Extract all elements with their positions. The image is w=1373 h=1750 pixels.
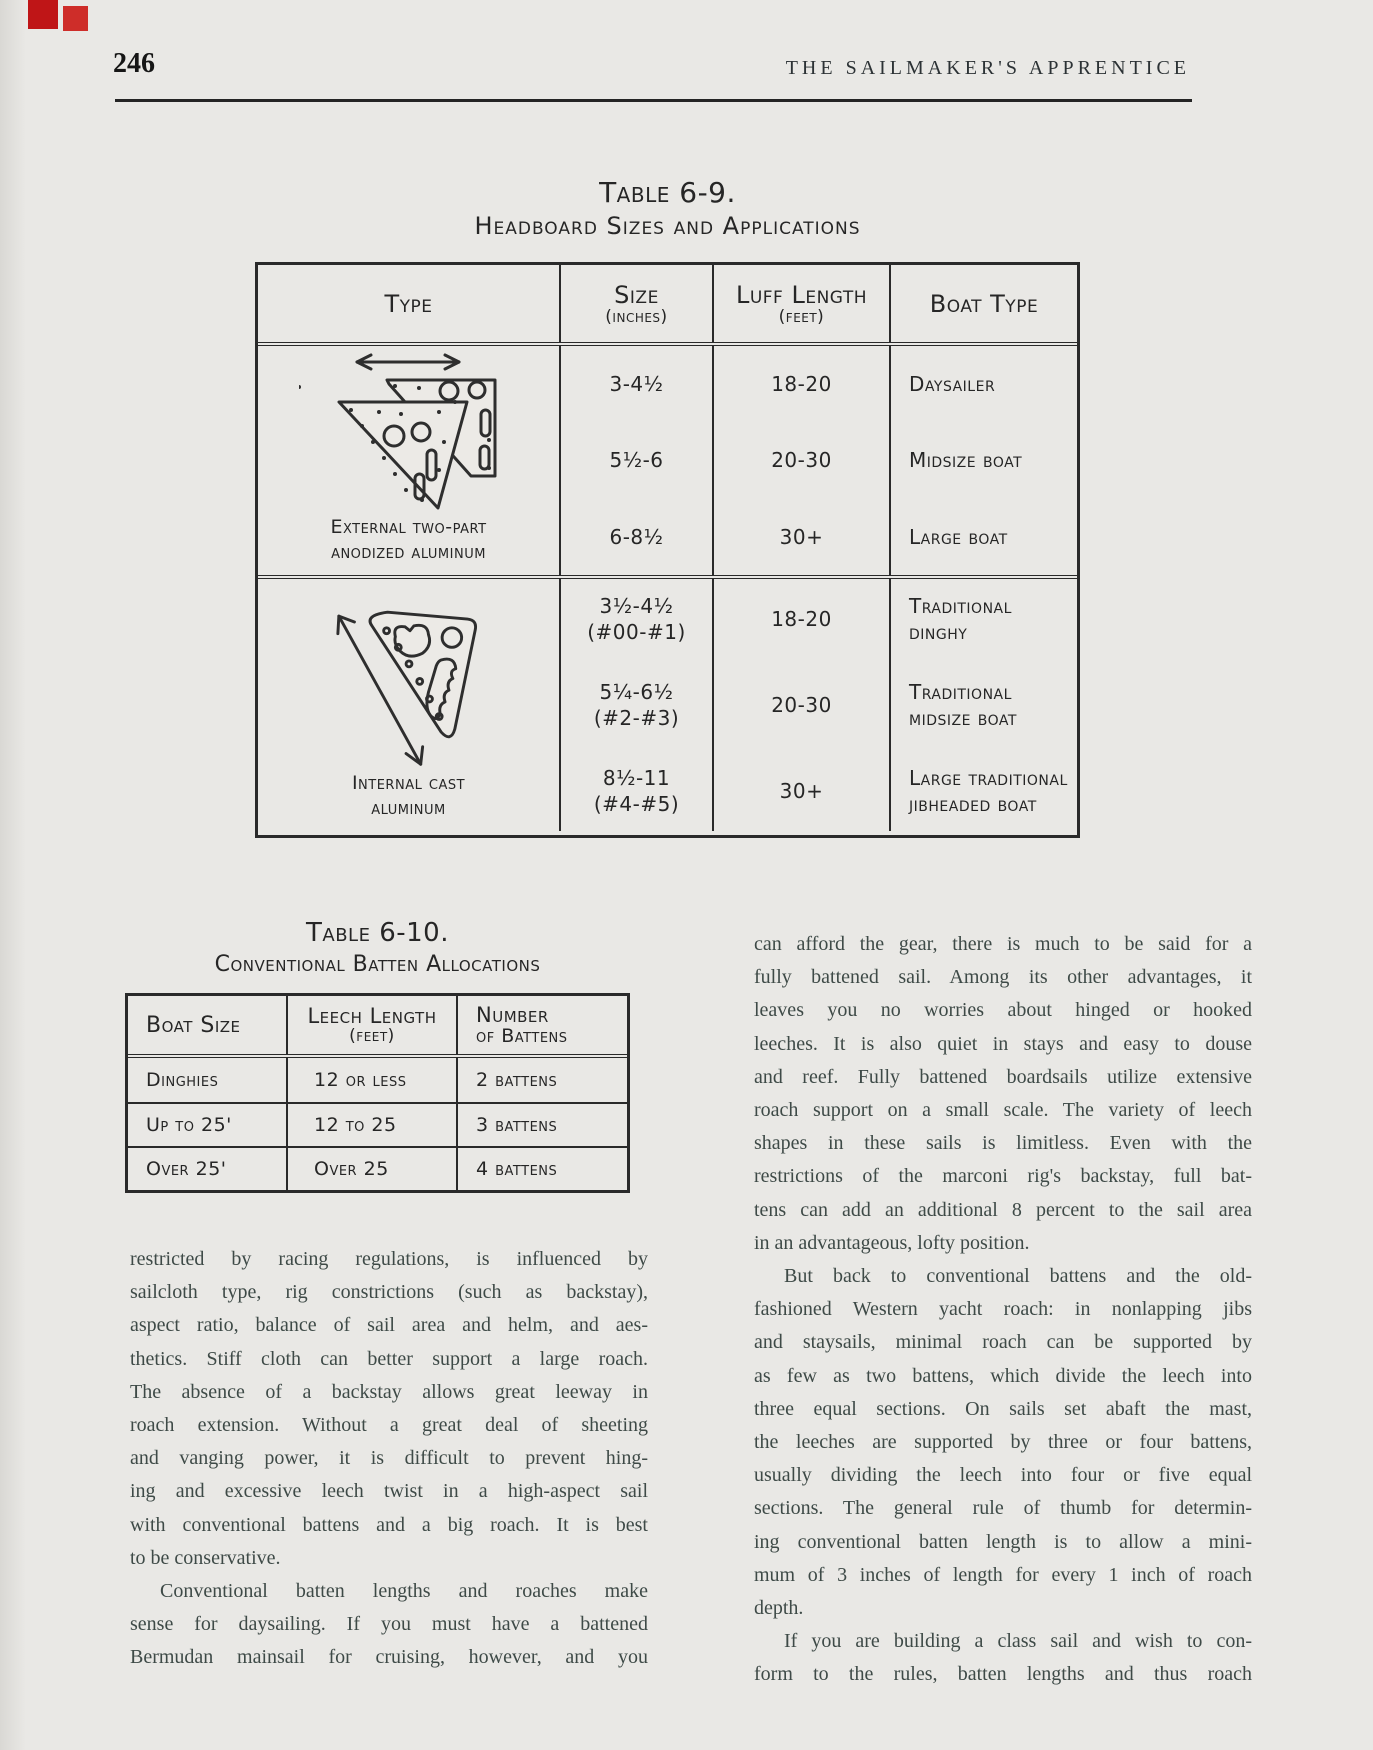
luff-length-cell bbox=[714, 579, 891, 831]
body-text-line: Conventional batten lengths and roaches make bbox=[160, 1580, 648, 1603]
table-cell: Over 25 bbox=[288, 1148, 458, 1190]
size-entry bbox=[561, 346, 712, 422]
body-text-line: thetics. Stiff cloth can better support a large roach. bbox=[130, 1347, 648, 1370]
boat-type-value: jibheaded boat bbox=[909, 792, 1037, 816]
boat-entry bbox=[891, 659, 1077, 751]
column-header-boat-type bbox=[891, 265, 1077, 342]
column-header-type bbox=[258, 265, 561, 342]
table-cell: Over 25' bbox=[128, 1148, 288, 1190]
type-label bbox=[258, 515, 559, 565]
type-label bbox=[258, 771, 559, 821]
table-cell: Up to 25' bbox=[128, 1104, 288, 1146]
table-6-10-caption: Table 6-10. bbox=[306, 918, 449, 948]
type-cell bbox=[258, 346, 561, 575]
size-value: (#2-#3) bbox=[593, 706, 680, 730]
size-value: 3-4½ bbox=[609, 372, 664, 397]
column-header-label: Size bbox=[614, 280, 659, 309]
boat-type-value: midsize boat bbox=[909, 706, 1017, 730]
table-6-10-body bbox=[128, 1058, 627, 1190]
boat-entry bbox=[891, 422, 1077, 498]
boat-type-value: Large boat bbox=[909, 524, 1008, 549]
body-text-line: roach extension. Without a great deal of sheeting bbox=[130, 1414, 648, 1437]
size-value: 3½-4½ bbox=[599, 594, 674, 618]
body-text-line: with conventional battens and a big roach. It is best bbox=[130, 1513, 648, 1536]
running-title: THE SAILMAKER'S APPRENTICE bbox=[785, 57, 1190, 79]
size-cell bbox=[561, 579, 714, 831]
column-header-number-of-battens bbox=[458, 996, 627, 1054]
table-6-10 bbox=[125, 993, 630, 1193]
size-cell bbox=[561, 346, 714, 575]
page-number: 246 bbox=[113, 48, 155, 79]
body-text-line: form to the rules, batten lengths and thus roach bbox=[754, 1663, 1252, 1686]
table-row bbox=[128, 1058, 627, 1102]
column-header-sub: (feet) bbox=[349, 1026, 395, 1046]
body-text-line: But back to conventional battens and the old- bbox=[784, 1265, 1252, 1288]
luff-length-value: 20-30 bbox=[771, 448, 832, 473]
luff-length-value: 20-30 bbox=[771, 693, 832, 717]
type-label-line: External two-part bbox=[330, 516, 487, 538]
boat-type-cell bbox=[891, 579, 1077, 831]
luff-entry bbox=[714, 499, 889, 575]
table-6-9-header-row bbox=[258, 265, 1077, 346]
column-header-sub: of Battens bbox=[476, 1025, 568, 1047]
sketch-wrap bbox=[258, 579, 559, 773]
luff-entry bbox=[714, 751, 889, 831]
luff-entry bbox=[714, 579, 889, 659]
body-text-line: can afford the gear, there is much to be said for a bbox=[754, 933, 1252, 955]
boat-type-value: Traditional bbox=[909, 594, 1012, 618]
body-text-line: the leeches are supported by three or four battens, bbox=[754, 1431, 1252, 1454]
body-text-line: shapes in these sails is limitless. Even with the bbox=[754, 1132, 1252, 1155]
table-cell: 3 battens bbox=[476, 1114, 558, 1136]
size-value: (#00-#1) bbox=[587, 620, 686, 644]
luff-entry bbox=[714, 422, 889, 498]
paragraph bbox=[130, 1575, 648, 1675]
body-text-line: mum of 3 inches of length for every 1 inch of roach bbox=[754, 1563, 1252, 1586]
column-header-label: Type bbox=[384, 289, 433, 318]
red-tab-mark bbox=[63, 6, 88, 31]
table-6-9-caption: Table 6-9. bbox=[599, 176, 736, 209]
size-entry bbox=[561, 422, 712, 498]
column-header-leech-length bbox=[288, 996, 458, 1054]
boat-entry bbox=[891, 346, 1077, 422]
table-6-9-subcaption: Headboard Sizes and Applications bbox=[474, 212, 861, 240]
table-6-9-section-external bbox=[258, 346, 1077, 579]
body-text-line: depth. bbox=[754, 1597, 804, 1620]
internal-cast-headboard-sketch bbox=[309, 583, 509, 773]
column-header-sub: (inches) bbox=[605, 306, 668, 327]
size-entry bbox=[561, 499, 712, 575]
column-header-boat-size bbox=[128, 996, 288, 1054]
table-cell: 2 battens bbox=[476, 1069, 558, 1091]
luff-length-cell bbox=[714, 346, 891, 575]
body-text-line: sense for daysailing. If you must have a battened bbox=[130, 1613, 648, 1636]
body-text-line: tens can add an additional 8 percent to the sail area bbox=[754, 1198, 1252, 1221]
type-cell bbox=[258, 579, 561, 831]
luff-entry bbox=[714, 659, 889, 751]
boat-type-cell bbox=[891, 346, 1077, 575]
size-value: 6-8½ bbox=[609, 524, 664, 549]
paragraph bbox=[754, 928, 1252, 1260]
body-text-line: The absence of a backstay allows great leeway in bbox=[130, 1380, 648, 1403]
paragraph bbox=[130, 1243, 648, 1575]
body-text-line: roach support on a small scale. The variety of leech bbox=[754, 1099, 1252, 1122]
column-header-size bbox=[561, 265, 714, 342]
body-text-line: Bermudan mainsail for cruising, however, and you bbox=[130, 1646, 648, 1669]
luff-length-value: 18-20 bbox=[771, 372, 832, 397]
table-cell: 12 or less bbox=[288, 1058, 458, 1102]
external-two-part-headboard-sketch bbox=[299, 350, 519, 512]
body-text-line: ing conventional batten length is to allow a mini- bbox=[754, 1530, 1252, 1553]
size-value: 5½-6 bbox=[609, 448, 664, 473]
table-row bbox=[128, 1102, 627, 1146]
body-text-line: restricted by racing regulations, is influenced by bbox=[130, 1248, 648, 1270]
luff-entry bbox=[714, 346, 889, 422]
table-6-10-subcaption: Conventional Batten Allocations bbox=[214, 952, 541, 977]
body-text-line: sailcloth type, rig constrictions (such as backstay), bbox=[130, 1281, 648, 1304]
boat-type-value: Traditional bbox=[909, 680, 1012, 704]
column-header-label: Boat Size bbox=[146, 1012, 241, 1038]
body-text-line: sections. The general rule of thumb for determin- bbox=[754, 1497, 1252, 1520]
body-text-line: usually dividing the leech into four or five equal bbox=[754, 1464, 1252, 1487]
type-label-line: anodized aluminum bbox=[331, 541, 486, 563]
table-6-9-section-internal bbox=[258, 579, 1077, 831]
body-text-line: restrictions of the marconi rig's backstay, full bat- bbox=[754, 1165, 1252, 1188]
type-label-line: Internal cast bbox=[351, 772, 466, 794]
body-text-line: to be conservative. bbox=[130, 1546, 281, 1569]
column-header-label: Number bbox=[476, 1003, 549, 1027]
table-cell: 12 to 25 bbox=[288, 1104, 458, 1146]
size-value: (#4-#5) bbox=[593, 792, 680, 816]
luff-length-value: 30+ bbox=[779, 524, 824, 549]
header-rule bbox=[115, 99, 1192, 102]
boat-entry bbox=[891, 751, 1077, 831]
size-entry bbox=[561, 751, 712, 831]
type-label-line: aluminum bbox=[371, 797, 446, 819]
body-text-line: fashioned Western yacht roach: in nonlapping jibs bbox=[754, 1298, 1252, 1321]
table-row bbox=[128, 1146, 627, 1190]
red-tab-mark bbox=[28, 0, 58, 29]
paragraph bbox=[754, 1260, 1252, 1625]
body-text-line: and staysails, minimal roach can be supported by bbox=[754, 1331, 1252, 1354]
boat-type-value: dinghy bbox=[909, 620, 968, 644]
body-text-line: as few as two battens, which divide the leech into bbox=[754, 1364, 1252, 1387]
sketch-wrap bbox=[258, 346, 559, 512]
size-value: 5¼-6½ bbox=[599, 680, 674, 704]
body-column-right bbox=[754, 928, 1252, 1692]
body-text-line: aspect ratio, balance of sail area and helm, and aes- bbox=[130, 1314, 648, 1337]
boat-type-value: Midsize boat bbox=[909, 448, 1023, 473]
paragraph bbox=[754, 1625, 1252, 1691]
boat-entry bbox=[891, 499, 1077, 575]
column-header-sub: (feet) bbox=[778, 306, 825, 327]
boat-type-value: Large traditional bbox=[909, 766, 1068, 790]
body-text-line: leaves you no worries about hinged or hooked bbox=[754, 999, 1252, 1022]
column-header-label: Leech Length bbox=[307, 1004, 437, 1028]
table-6-10-header-row bbox=[128, 996, 627, 1058]
body-column-left bbox=[130, 1243, 648, 1675]
boat-entry bbox=[891, 579, 1077, 659]
size-entry bbox=[561, 659, 712, 751]
column-header-label: Luff Length bbox=[735, 280, 868, 309]
luff-length-value: 30+ bbox=[779, 779, 824, 803]
boat-type-value: Daysailer bbox=[909, 372, 996, 397]
body-text-line: in an advantageous, lofty position. bbox=[754, 1231, 1030, 1254]
body-text-line: three equal sections. On sails set abaft the mast, bbox=[754, 1397, 1252, 1420]
body-text-line: leeches. It is also quiet in stays and easy to douse bbox=[754, 1032, 1252, 1055]
table-6-9 bbox=[255, 262, 1080, 838]
column-header-label: Boat Type bbox=[929, 289, 1039, 318]
body-text-line: ing and excessive leech twist in a high-aspect sail bbox=[130, 1480, 648, 1503]
table-cell: 4 battens bbox=[476, 1158, 558, 1180]
table-cell: Dinghies bbox=[128, 1058, 288, 1102]
body-text-line: fully battened sail. Among its other advantages, it bbox=[754, 966, 1252, 989]
luff-length-value: 18-20 bbox=[771, 607, 832, 631]
size-entry bbox=[561, 579, 712, 659]
size-value: 8½-11 bbox=[602, 766, 671, 790]
column-header-luff-length bbox=[714, 265, 891, 342]
body-text-line: and reef. Fully battened boardsails utilize extensive bbox=[754, 1065, 1252, 1088]
body-text-line: and vanging power, it is difficult to prevent hing- bbox=[130, 1447, 648, 1470]
body-text-line: If you are building a class sail and wish to con- bbox=[784, 1630, 1252, 1653]
